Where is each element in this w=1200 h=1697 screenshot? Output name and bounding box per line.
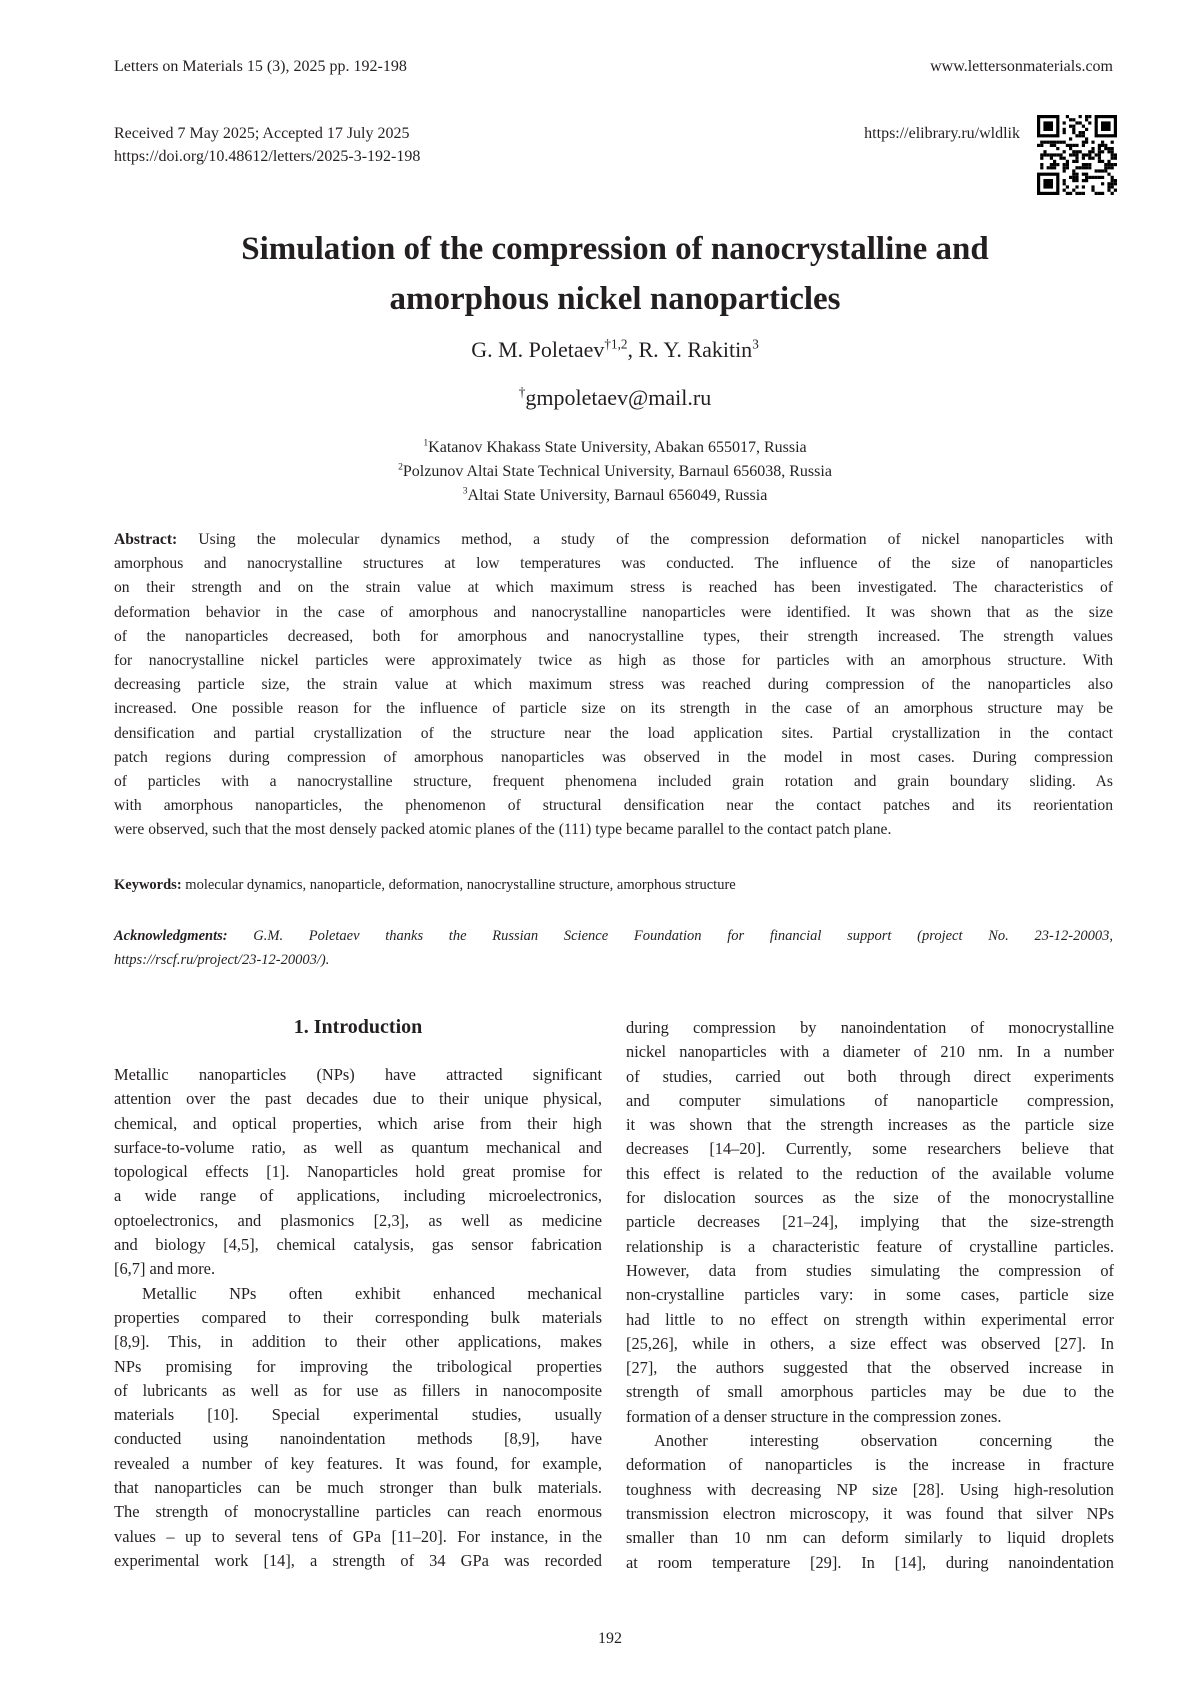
line-text: G.M. Poletaev thanks the Russian Science Foundation for financial support (project No. 23-12-20003, [228,928,1113,944]
body-text-line [114,1330,602,1354]
abstract-line [114,794,1113,818]
received-accepted-dates: Received 7 May 2025; Accepted 17 July 2025 [114,124,410,144]
line-text: Using the molecular dynamics method, a study of the compression deformation of nickel nanoparticles with [177,531,1113,548]
body-text-line [626,1040,1114,1064]
line-text: increased. One possible reason for the influence of particle size on its strength in the case of an amorphous structure may be [114,700,1113,717]
line-text: amorphous and nanocrystalline structures at low temperatures was conducted. The influence of the size of nanoparticles [114,555,1113,572]
line-text: strength of small amorphous particles may be due to the [626,1382,1114,1401]
acknowledgments [114,924,1113,972]
body-text-line [626,1526,1114,1550]
author-name: R. Y. Rakitin [639,337,753,362]
line-text: of particles with a nanocrystalline structure, frequent phenomena included grain rotation and grain boundary sliding. As [114,773,1113,790]
line-text: Another interesting observation concerning the [654,1431,1114,1450]
body-text-line [114,1160,602,1184]
right-column-text [626,1016,1114,1575]
line-text: of the nanoparticles decreased, both for amorphous and nanocrystalline types, their strength increased. The strength values [114,628,1113,645]
body-text-line [114,1476,602,1500]
body-text-line [626,1308,1114,1332]
line-text: https://rscf.ru/project/23-12-20003/). [114,952,329,968]
line-text: [27], the authors suggested that the observed increase in [626,1358,1114,1377]
affiliation-number: 3 [463,486,468,497]
body-text-line [114,1209,602,1233]
body-text-line [114,1282,602,1306]
line-text: optoelectronics, and plasmonics [2,3], as well as medicine [114,1211,602,1230]
line-text: that nanoparticles can be much stronger than bulk materials. [114,1478,602,1497]
body-text-line [114,1355,602,1379]
affiliation-number: 2 [398,462,403,473]
line-text: of studies, carried out both through direct experiments [626,1067,1114,1086]
page-number: 192 [560,1630,660,1648]
body-text-line [114,1500,602,1524]
line-text: and computer simulations of nanoparticle compression, [626,1091,1114,1110]
body-text-line [114,1427,602,1451]
line-text: properties compared to their corresponding bulk materials [114,1308,602,1327]
line-text: However, data from studies simulating the compression of [626,1261,1114,1280]
line-text: a wide range of applications, including microelectronics, [114,1186,602,1205]
title-line: amorphous nickel nanoparticles [100,274,1130,324]
body-text-line [626,1283,1114,1307]
body-text-line [626,1332,1114,1356]
line-text: [8,9]. This, in addition to their other applications, makes [114,1332,602,1351]
line-text: relationship is a characteristic feature of crystalline particles. [626,1237,1114,1256]
dagger-mark: † [519,385,526,400]
line-text: for nanocrystalline nickel particles were approximately twice as high as those for particles with an amorphous structure. With [114,652,1113,669]
body-text-line [114,1403,602,1427]
line-text: at room temperature [29]. In [14], during nanoindentation [626,1553,1114,1572]
body-text-line [626,1429,1114,1453]
body-text-line [114,1112,602,1136]
abstract-line [114,770,1113,794]
affiliation-text: Katanov Khakass State University, Abakan 655017, Russia [428,439,806,456]
author-affiliation-mark: †1,2 [604,337,627,352]
line-text: it was shown that the strength increases as the particle size [626,1115,1114,1134]
author-affiliation-mark: 3 [752,337,759,352]
acknowledgments-label: Acknowledgments: [114,928,228,944]
line-text: Metallic nanoparticles (NPs) have attracted significant [114,1065,602,1084]
email-link[interactable]: gmpoletaev@mail.ru [525,385,711,410]
line-text: patch regions during compression of amorphous nanoparticles was observed in the model in most cases. During compression [114,749,1113,766]
abstract-line [114,697,1113,721]
line-text: deformation of nanoparticles is the increase in fracture [626,1455,1114,1474]
line-text: non-crystalline particles vary: in some cases, particle size [626,1285,1114,1304]
body-text-line [626,1502,1114,1526]
body-text-line [626,1186,1114,1210]
author-separator: , [628,337,639,362]
author-list [100,336,1130,364]
keywords-label: Keywords: [114,877,182,893]
abstract-line [114,722,1113,746]
corresponding-email [100,384,1130,412]
line-text: attention over the past decades due to their unique physical, [114,1089,602,1108]
body-text-line [114,1452,602,1476]
body-text-line [626,1235,1114,1259]
title-line: Simulation of the compression of nanocrystalline and [100,224,1130,274]
line-text: Metallic NPs often exhibit enhanced mechanical [142,1284,602,1303]
body-text-line [626,1259,1114,1283]
left-column-text [114,1063,602,1573]
line-text: chemical, and optical properties, which arise from their high [114,1114,602,1133]
body-text-line [114,1136,602,1160]
body-text-line [626,1380,1114,1404]
body-text-line [626,1162,1114,1186]
abstract-line [114,625,1113,649]
line-text: decreasing particle size, the strain value at which maximum stress was reached during compression of the nanoparticles also [114,676,1113,693]
body-text-line [114,1549,602,1573]
line-text: with amorphous nanoparticles, the phenomenon of structural densification near the contact patches and its reorientation [114,797,1113,814]
line-text: conducted using nanoindentation methods [8,9], have [114,1429,602,1448]
line-text: this effect is related to the reduction of the available volume [626,1164,1114,1183]
line-text: The strength of monocrystalline particles can reach enormous [114,1502,602,1521]
section-heading: 1. Introduction [114,1013,602,1041]
body-text-line [114,1233,602,1257]
line-text: deformation behavior in the case of amorphous and nanocrystalline nanoparticles were identified. It was shown that as the size [114,604,1113,621]
body-text-line [114,1525,602,1549]
line-text: particle decreases [21–24], implying that the size-strength [626,1212,1114,1231]
author-name: G. M. Poletaev [471,337,604,362]
elibrary-link[interactable]: https://elibrary.ru/wldlik [864,124,1020,144]
acknowledgments-line [114,924,1113,948]
line-text: [25,26], while in others, a size effect was observed [27]. In [626,1334,1114,1353]
body-text-line [114,1257,602,1281]
line-text: formation of a denser structure in the compression zones. [626,1407,1002,1426]
line-text: decreases [14–20]. Currently, some researchers believe that [626,1139,1114,1158]
abstract-line [114,649,1113,673]
body-text-line [626,1113,1114,1137]
affiliation-text: Polzunov Altai State Technical University, Barnaul 656038, Russia [403,463,832,480]
body-text-line [626,1016,1114,1040]
body-text-line [626,1137,1114,1161]
line-text: smaller than 10 nm can deform similarly to liquid droplets [626,1528,1114,1547]
body-text-line [626,1089,1114,1113]
line-text: materials [10]. Special experimental studies, usually [114,1405,602,1424]
line-text: topological effects [1]. Nanoparticles hold great promise for [114,1162,602,1181]
body-text-line [626,1405,1114,1429]
body-text-line [626,1065,1114,1089]
body-text-line [626,1210,1114,1234]
acknowledgments-line [114,948,1113,972]
affiliation-number: 1 [423,438,428,449]
body-text-line [114,1184,602,1208]
line-text: NPs promising for improving the tribological properties [114,1357,602,1376]
abstract-line [114,576,1113,600]
abstract [114,528,1113,843]
line-text: toughness with decreasing NP size [28]. Using high-resolution [626,1480,1114,1499]
abstract-label: Abstract: [114,531,177,548]
abstract-line [114,673,1113,697]
affiliation [100,484,1130,508]
affiliation [100,460,1130,484]
line-text: nickel nanoparticles with a diameter of 210 nm. In a number [626,1042,1114,1061]
line-text: values – up to several tens of GPa [11–20]. For instance, in the [114,1527,602,1546]
abstract-line [114,818,1113,842]
body-text-line [114,1087,602,1111]
line-text: and biology [4,5], chemical catalysis, gas sensor fabrication [114,1235,602,1254]
body-text-line [114,1063,602,1087]
body-text-line [626,1478,1114,1502]
body-text-line [626,1356,1114,1380]
abstract-line [114,746,1113,770]
abstract-line [114,528,1113,552]
abstract-line [114,601,1113,625]
line-text: surface-to-volume ratio, as well as quantum mechanical and [114,1138,602,1157]
line-text: densification and partial crystallization of the structure near the load application sites. Partial crystallization in the contact [114,725,1113,742]
line-text: during compression by nanoindentation of monocrystalline [626,1018,1114,1037]
body-text-line [626,1551,1114,1575]
doi-link[interactable]: https://doi.org/10.48612/letters/2025-3-192-198 [114,147,420,167]
affiliations [100,436,1130,508]
line-text: were observed, such that the most densely packed atomic planes of the (111) type became parallel to the contact patch plane. [114,821,891,838]
line-text: for dislocation sources as the size of the monocrystalline [626,1188,1114,1207]
keywords-text: molecular dynamics, nanoparticle, deformation, nanocrystalline structure, amorphous structure [182,877,736,893]
keywords [114,874,1113,896]
body-text-line [114,1379,602,1403]
line-text: on their strength and on the strain value at which maximum stress is reached has been investigated. The characteristics of [114,579,1113,596]
journal-website-link[interactable]: www.lettersonmaterials.com [930,57,1113,77]
line-text: revealed a number of key features. It was found, for example, [114,1454,602,1473]
line-text: transmission electron microscopy, it was found that silver NPs [626,1504,1114,1523]
body-text-line [114,1306,602,1330]
affiliation [100,436,1130,460]
affiliation-text: Altai State University, Barnaul 656049, Russia [467,487,767,504]
line-text: experimental work [14], a strength of 34 GPa was recorded [114,1551,602,1570]
abstract-line [114,552,1113,576]
line-text: of lubricants as well as for use as fillers in nanocomposite [114,1381,602,1400]
paper-title [100,224,1130,324]
body-text-line [626,1453,1114,1477]
line-text: had little to no effect on strength within experimental error [626,1310,1114,1329]
journal-citation: Letters on Materials 15 (3), 2025 pp. 192-198 [114,57,407,77]
line-text: [6,7] and more. [114,1259,215,1278]
qr-code-icon [1037,115,1117,195]
